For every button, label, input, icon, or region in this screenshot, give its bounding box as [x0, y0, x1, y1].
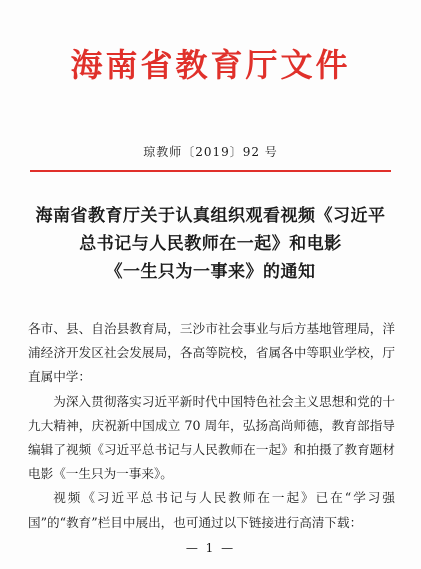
notice-title	[14, 202, 407, 286]
body-paragraph-1: 为深入贯彻落实习近平新时代中国特色社会主义思想和党的十九大精神，庆祝新中国成立 70 周年，弘扬高尚师德，教育部指导编辑了视频《习近平总书记与人民教师在一起》和拍摄了教育题材电影《一生只为一事来》。	[28, 393, 395, 482]
document-number: 琼教师〔2019〕92 号	[143, 145, 278, 159]
recipients-line: 各市、县、自治县教育局，三沙市社会事业与后方基地管理局，洋浦经济开发区社会发展局，各高等院校，省属各中等职业学校，厅直属中学：	[28, 321, 395, 385]
page-number: — 1 —	[185, 541, 236, 555]
document-masthead: 海南省教育厅文件	[70, 46, 351, 84]
title-line-1: 海南省教育厅关于认真组织观看视频《习近平	[35, 206, 386, 226]
masthead-red-rule	[30, 170, 391, 172]
title-line-3: 《一生只为一事来》的通知	[105, 262, 316, 282]
notice-body	[28, 317, 395, 535]
body-paragraph-2: 视频《习近平总书记与人民教师在一起》已在“学习强国”的“教育”栏目中展出，也可通过以下链接进行高清下载：	[28, 490, 395, 530]
title-line-2: 总书记与人民教师在一起》和电影	[79, 234, 342, 254]
